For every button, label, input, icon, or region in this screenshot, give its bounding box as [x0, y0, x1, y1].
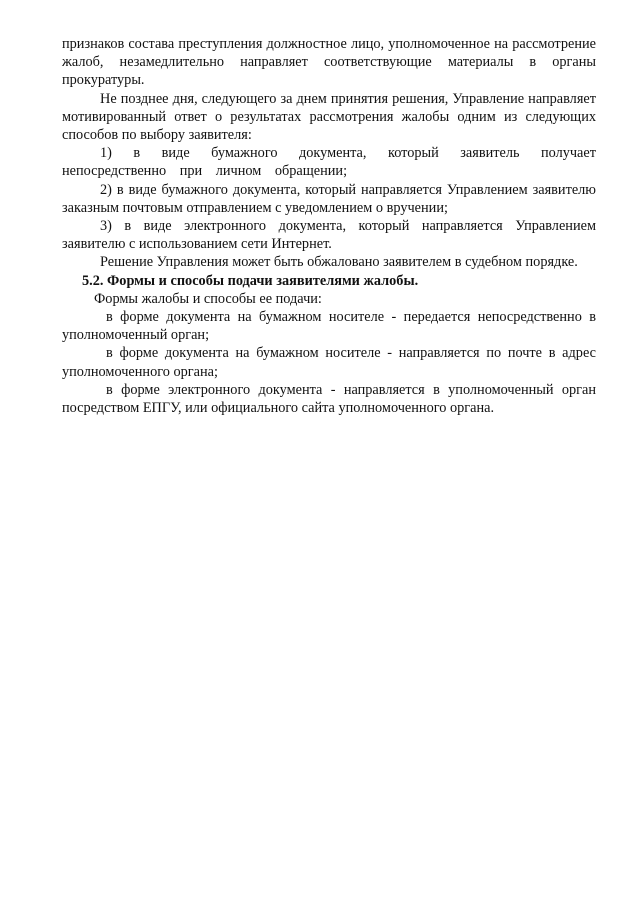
forms-intro: Формы жалобы и способы ее подачи:: [94, 290, 322, 307]
paragraph-prosecutor: признаков состава преступления должностное лицо, уполномоченное на рассмотрение жалоб, незамедлительно направляет соответствующие материалы в органы прокуратуры.: [62, 36, 596, 89]
paragraph-court-appeal: Решение Управления может быть обжаловано заявителем в судебном порядке.: [100, 254, 578, 271]
form-item-paper-direct: в форме документа на бумажном носителе - передается непосредственно в уполномоченный орган;: [62, 309, 596, 344]
paragraph-method-1: 1) в виде бумажного документа, который заявитель получает непосредственно при личном обращении;: [62, 145, 596, 180]
form-item-electronic: в форме электронного документа - направляется в уполномоченный орган посредством ЕПГУ, или официального сайта уполномоченного органа.: [62, 381, 596, 417]
section-heading: 5.2. Формы и способы подачи заявителями жалобы.: [82, 272, 419, 289]
document-page: [62, 35, 596, 417]
form-item-paper-post: в форме документа на бумажном носителе - направляется по почте в адрес уполномоченного органа;: [62, 345, 596, 380]
paragraph-method-2: 2) в виде бумажного документа, который направляется Управлением заявителю заказным почтовым отправлением с уведомлением о вручении;: [62, 181, 596, 216]
paragraph-response-deadline: Не позднее дня, следующего за днем принятия решения, Управление направляет мотивированный ответ о результатах рассмотрения жалобы одним из следующих способов по выбору заявителя:: [62, 90, 596, 144]
paragraph-method-3: 3) в виде электронного документа, который направляется Управлением заявителю с использованием сети Интернет.: [62, 218, 596, 253]
